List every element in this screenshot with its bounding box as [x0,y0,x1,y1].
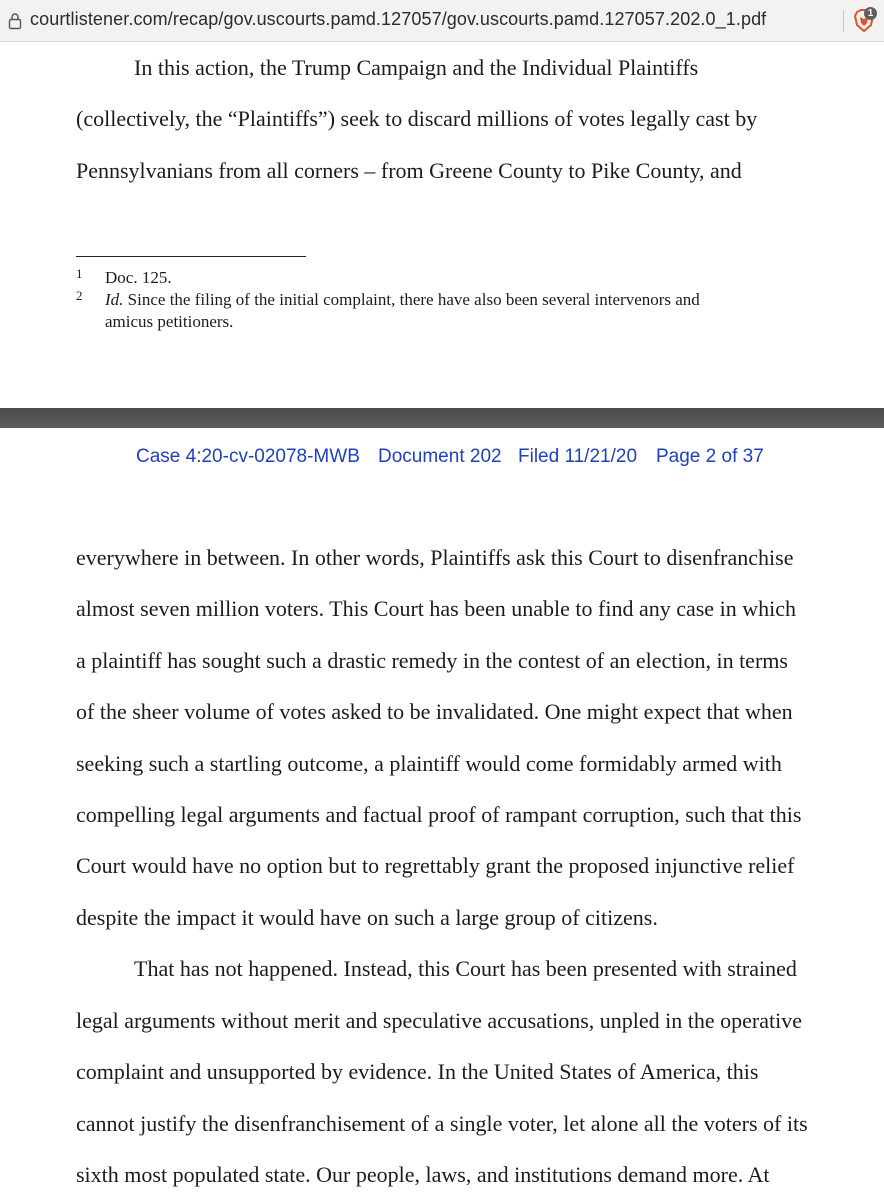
footnote-rule [76,256,306,257]
body-line: (collectively, the “Plaintiffs”) seek to discard millions of votes legally cast by [76,106,758,131]
footnote-text-continued: amicus petitioners. [105,312,234,331]
footnote-id-label: Id. [105,290,124,309]
case-number: Case 4:20-cv-02078-MWB [136,446,360,467]
extension-badge: 1 [864,7,877,20]
body-line: seeking such a startling outcome, a plaintiff would come formidably armed with [76,751,782,776]
footnote-text-part: Since the filing of the initial complaint, there have also been several intervenors and [123,290,700,309]
body-line: a plaintiff has sought such a drastic remedy in the contest of an election, in terms [76,648,788,673]
footnote-number: 2 [76,288,83,303]
body-line: In this action, the Trump Campaign and the Individual Plaintiffs [134,55,699,80]
body-line: complaint and unsupported by evidence. In the United States of America, this [76,1059,759,1084]
toolbar-divider [843,10,844,32]
body-line: of the sheer volume of votes asked to be invalidated. One might expect that when [76,699,793,724]
footnote-text [105,290,700,310]
page-count: Page 2 of 37 [656,446,764,467]
page-separator [0,408,884,428]
footnote-number: 1 [76,266,83,281]
body-line: despite the impact it would have on such a large group of citizens. [76,905,658,930]
url-text[interactable]: courtlistener.com/recap/gov.uscourts.pamd.127057/gov.uscourts.pamd.127057.202.0_1.pdf [30,9,767,29]
lock-icon [8,12,22,30]
body-line: Court would have no option but to regrettably grant the proposed injunctive relief [76,853,795,878]
address-bar[interactable] [0,0,884,42]
body-line: compelling legal arguments and factual proof of rampant corruption, such that this [76,802,802,827]
document-number: Document 202 [378,446,502,467]
body-line: legal arguments without merit and speculative accusations, unpled in the operative [76,1008,802,1033]
body-line: sixth most populated state. Our people, laws, and institutions demand more. At [76,1162,770,1187]
body-line: cannot justify the disenfranchisement of a single voter, let alone all the voters of its [76,1111,808,1136]
body-line: Pennsylvanians from all corners – from Greene County to Pike County, and [76,158,742,183]
footnote-text: Doc. 125. [105,268,172,287]
body-line: everywhere in between. In other words, Plaintiffs ask this Court to disenfranchise [76,545,794,570]
body-line: almost seven million voters. This Court has been unable to find any case in which [76,596,796,621]
body-line: That has not happened. Instead, this Court has been presented with strained [134,956,797,981]
filed-date: Filed 11/21/20 [518,446,638,467]
